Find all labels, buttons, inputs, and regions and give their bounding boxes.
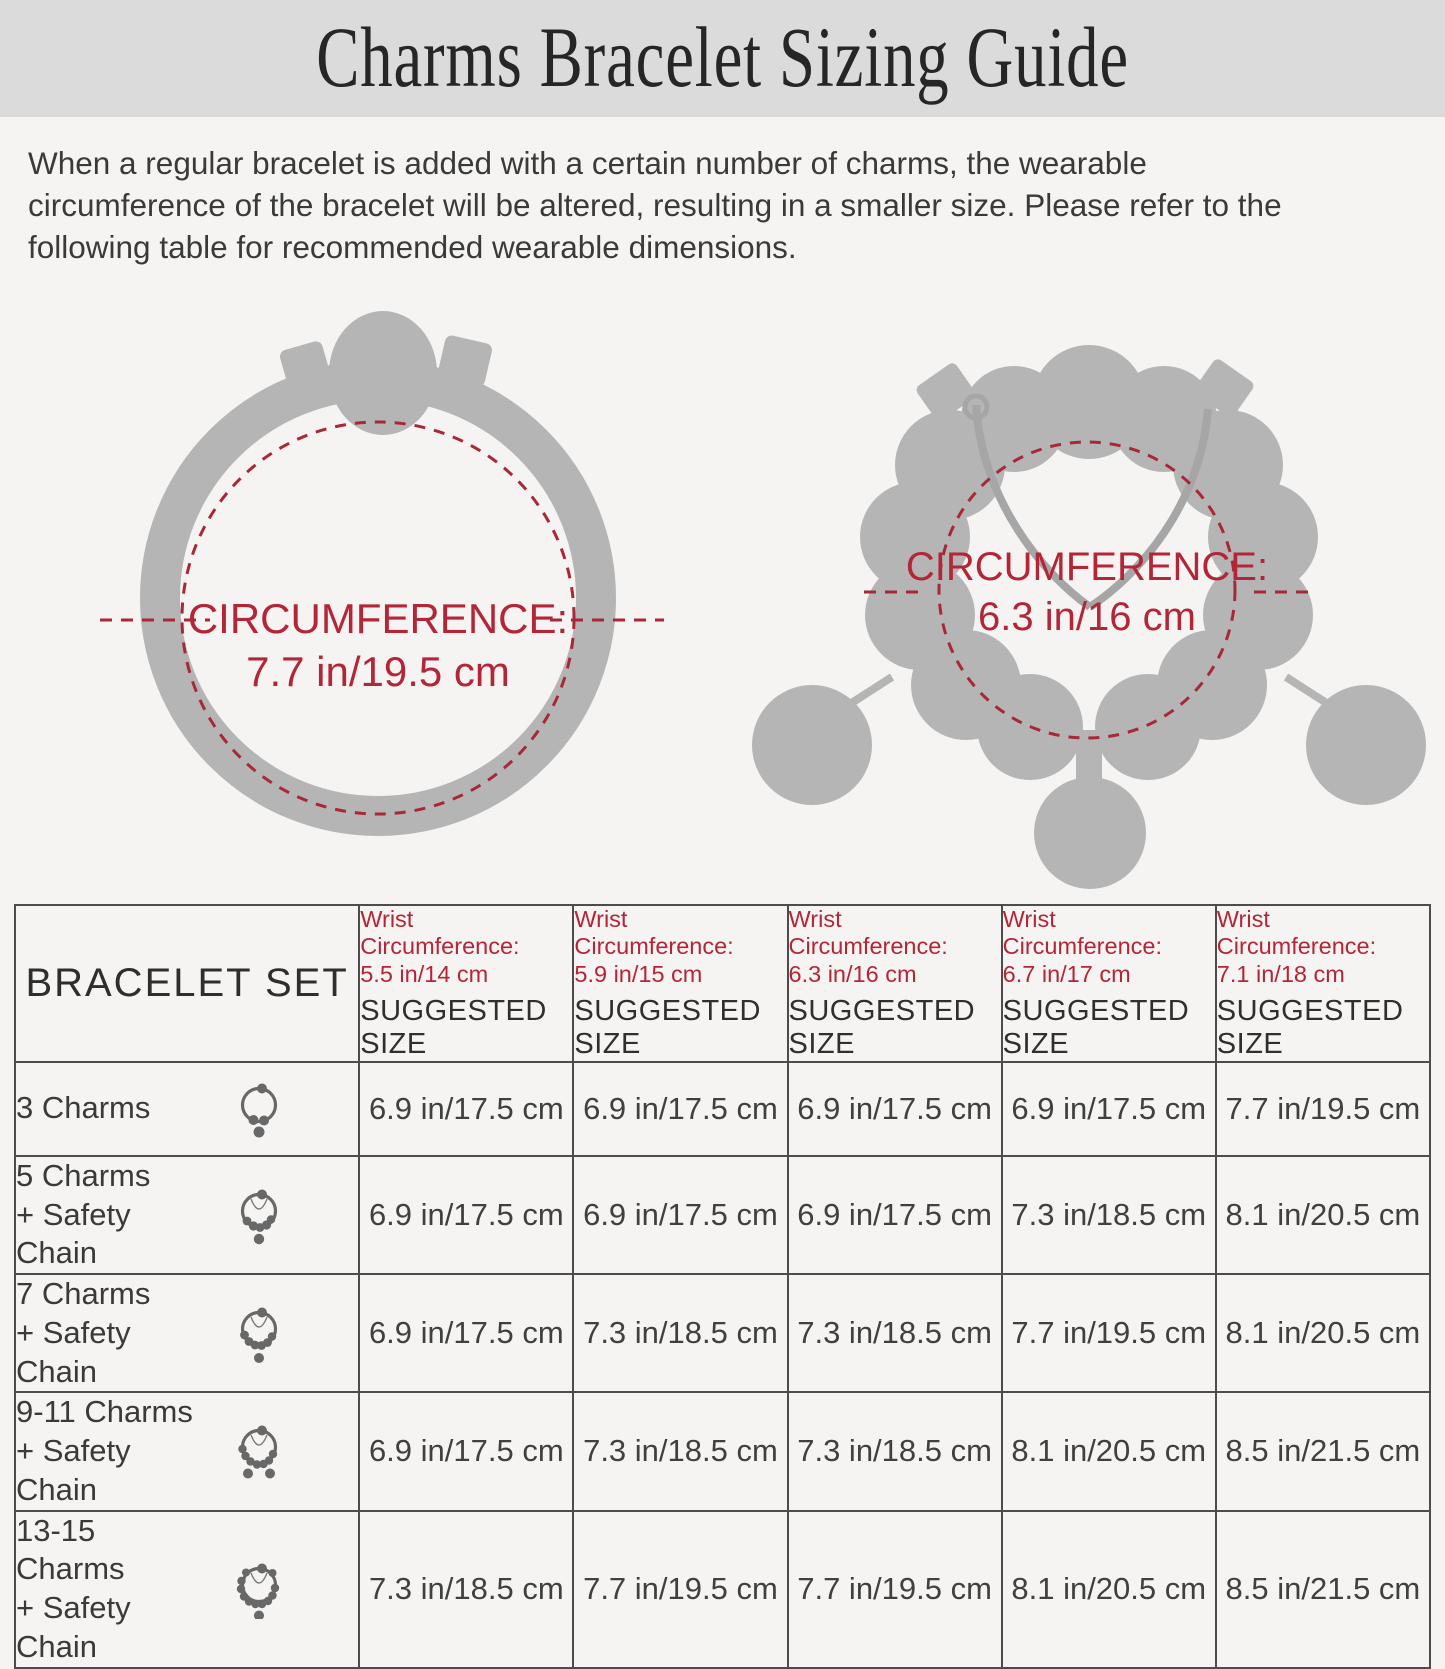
wrist-size: 6.7 in/17 cm <box>1002 961 1131 988</box>
bracelet-set-cell <box>15 1156 359 1274</box>
size-value-cell: 6.9 in/17.5 cm <box>573 1062 787 1156</box>
set-label-line: 9-11 Charms <box>16 1394 193 1430</box>
title-banner <box>0 0 1445 117</box>
bracelet-set-cell <box>15 1511 359 1668</box>
circumference-label: CIRCUMFERENCE: <box>905 544 1269 589</box>
wrist-size: 7.1 in/18 cm <box>1216 961 1345 988</box>
size-value-cell: 8.1 in/20.5 cm <box>1216 1156 1430 1274</box>
set-label-line: + Safety Chain <box>16 1196 131 1271</box>
table-row <box>15 1392 1430 1510</box>
size-value-cell: 7.7 in/19.5 cm <box>1002 1274 1216 1392</box>
table-header-row <box>15 905 1430 1062</box>
size-value-cell: 8.1 in/20.5 cm <box>1002 1511 1216 1668</box>
size-value-cell: 7.3 in/18.5 cm <box>573 1392 787 1510</box>
circumference-value: 7.7 in/19.5 cm <box>246 647 510 695</box>
suggested-size-label: SUGGESTED SIZE <box>360 994 547 1060</box>
set-label-line: 5 Charms <box>16 1157 151 1193</box>
diagram-section <box>0 283 1445 895</box>
wrist-label: Wrist Circumference: <box>360 905 520 960</box>
bracelet-5-charms-safety-chain-icon <box>236 1185 282 1245</box>
wrist-label: Wrist Circumference: <box>1216 905 1377 960</box>
size-value-cell: 7.3 in/18.5 cm <box>788 1274 1002 1392</box>
size-value-cell: 8.1 in/20.5 cm <box>1002 1392 1216 1510</box>
wrist-label: Wrist Circumference: <box>574 905 734 960</box>
size-value-cell: 6.9 in/17.5 cm <box>359 1274 573 1392</box>
bracelet-9-11-charms-safety-chain-icon <box>236 1421 282 1481</box>
set-label-line: + Safety Chain <box>16 1314 131 1389</box>
size-value-cell: 7.3 in/18.5 cm <box>788 1392 1002 1510</box>
size-value-cell: 7.3 in/18.5 cm <box>359 1511 573 1668</box>
bracelet-3-charms-icon <box>236 1079 282 1139</box>
bracelet-13-15-charms-safety-chain-icon <box>236 1559 282 1619</box>
page-title: Charms Bracelet Sizing Guide <box>316 10 1129 105</box>
size-value-cell: 7.3 in/18.5 cm <box>573 1274 787 1392</box>
wrist-size: 6.3 in/16 cm <box>788 961 917 988</box>
set-label-line: 7 Charms <box>16 1276 151 1312</box>
size-value-cell: 6.9 in/17.5 cm <box>359 1156 573 1274</box>
intro-line: When a regular bracelet is added with a certain number of charms, the wearable <box>28 145 1147 181</box>
wrist-column-header <box>788 905 1002 1062</box>
table-row <box>15 1511 1430 1668</box>
size-value-cell: 6.9 in/17.5 cm <box>359 1062 573 1156</box>
wrist-size: 5.9 in/15 cm <box>574 961 703 988</box>
suggested-size-label: SUGGESTED SIZE <box>1216 994 1404 1060</box>
clasp-bead <box>329 311 437 435</box>
dangling-charm-left <box>752 685 872 805</box>
size-value-cell: 6.9 in/17.5 cm <box>788 1156 1002 1274</box>
set-label-line: + Safety Chain <box>16 1590 131 1664</box>
size-value-cell: 7.7 in/19.5 cm <box>573 1511 787 1668</box>
plain-bracelet-diagram <box>58 283 708 873</box>
intro-line: circumference of the bracelet will be altered, resulting in a smaller size. Please refer to the <box>28 186 1282 223</box>
wrist-column-header <box>359 905 573 1062</box>
set-label-line: + Safety Chain <box>16 1433 131 1507</box>
wrist-column-header <box>1216 905 1430 1062</box>
charm-bracelet-diagram <box>724 275 1444 895</box>
wrist-label: Wrist Circumference: <box>1002 905 1162 960</box>
size-value-cell: 8.5 in/21.5 cm <box>1216 1392 1430 1510</box>
size-value-cell: 6.9 in/17.5 cm <box>1002 1062 1216 1156</box>
suggested-size-label: SUGGESTED SIZE <box>788 994 976 1060</box>
suggested-size-label: SUGGESTED SIZE <box>1002 994 1190 1060</box>
wrist-label: Wrist Circumference: <box>788 905 948 960</box>
size-value-cell: 7.7 in/19.5 cm <box>788 1511 1002 1668</box>
suggested-size-label: SUGGESTED SIZE <box>574 994 761 1060</box>
size-value-cell: 8.1 in/20.5 cm <box>1216 1274 1430 1392</box>
set-label-line: 3 Charms <box>16 1090 151 1126</box>
bracelet-set-cell <box>15 1274 359 1392</box>
size-value-cell: 6.9 in/17.5 cm <box>788 1062 1002 1156</box>
size-value-cell: 6.9 in/17.5 cm <box>359 1392 573 1510</box>
intro-line: following table for recommended wearable dimensions. <box>28 228 797 265</box>
size-value-cell: 7.3 in/18.5 cm <box>1002 1156 1216 1274</box>
sizing-table <box>14 904 1431 1669</box>
size-value-cell: 7.7 in/19.5 cm <box>1216 1062 1430 1156</box>
table-row <box>15 1274 1430 1392</box>
size-value-cell: 8.5 in/21.5 cm <box>1216 1511 1430 1668</box>
dangling-charm-bottom <box>1034 777 1146 889</box>
bracelet-set-cell <box>15 1392 359 1510</box>
circumference-label: CIRCUMFERENCE: <box>187 594 569 642</box>
wrist-size: 5.5 in/14 cm <box>360 961 489 988</box>
table-row <box>15 1156 1430 1274</box>
size-value-cell: 6.9 in/17.5 cm <box>573 1156 787 1274</box>
bracelet-set-header: BRACELET SET <box>15 905 359 1062</box>
dangling-charm-right <box>1306 685 1426 805</box>
wrist-column-header <box>573 905 787 1062</box>
bracelet-7-charms-safety-chain-icon <box>236 1303 282 1363</box>
table-row <box>15 1062 1430 1156</box>
bracelet-set-cell <box>15 1062 359 1156</box>
wrist-column-header <box>1002 905 1216 1062</box>
set-label-line: 13-15 Charms <box>16 1512 125 1587</box>
intro-paragraph <box>0 117 1445 269</box>
circumference-value: 6.3 in/16 cm <box>978 594 1196 639</box>
